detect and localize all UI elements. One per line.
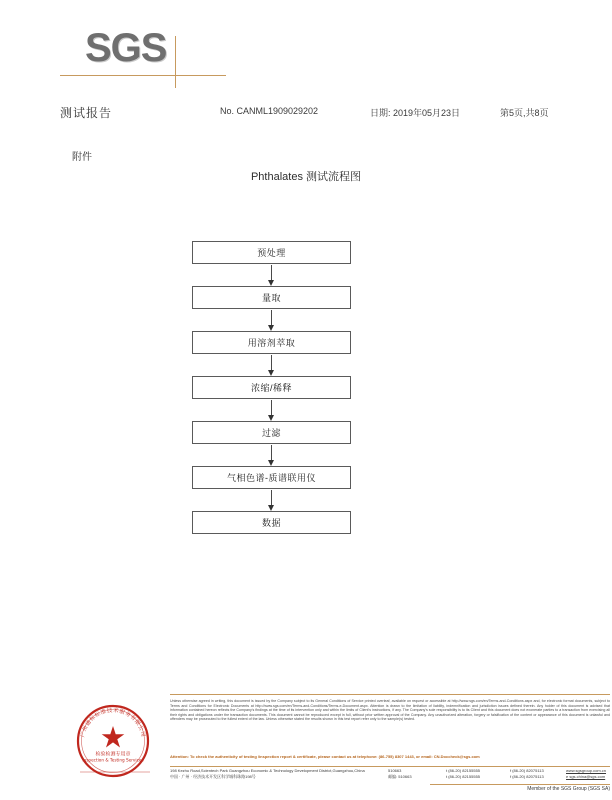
flowchart-step — [192, 241, 353, 286]
address-divider — [170, 766, 610, 767]
flow-box-solvent-extraction: 用溶剂萃取 — [192, 331, 351, 354]
logo-vertical-rule — [175, 36, 176, 88]
address-cn: 中国 · 广州 · 经济技术开发区科学城科珠路198号 — [170, 774, 256, 780]
svg-text:广州通标标准技术服务有限公司: 广州通标标准技术服务有限公司 — [80, 707, 146, 738]
flow-box-pretreatment: 预处理 — [192, 241, 351, 264]
member-divider — [430, 784, 610, 785]
flow-box-gcms: 气相色谱-质谱联用仪 — [192, 466, 351, 489]
arrow-down-icon — [271, 400, 272, 416]
telephone: t (86-20) 82155555 — [446, 768, 481, 773]
arrow-down-icon — [271, 445, 272, 461]
svg-text:检验检测专用章: 检验检测专用章 — [95, 751, 131, 758]
svg-text:Inspection & Testing Services: Inspection & Testing Services — [82, 757, 144, 763]
sgs-logo — [60, 22, 290, 84]
flow-box-concentrate-dilute: 浓缩/稀释 — [192, 376, 351, 399]
flow-box-filtration: 过滤 — [192, 421, 351, 444]
footer-divider — [170, 694, 610, 695]
flowchart-step — [192, 421, 353, 466]
attention-notice: Attention: To check the authenticity of testing /inspection report & certificate, please contact us at telephone: (86-755) 8307 1443, or email: CN.Doccheck@sgs.com — [170, 754, 480, 759]
flowchart-step — [192, 286, 353, 331]
page-title: 测试报告 — [60, 106, 113, 120]
fax-cn: f (86-20) 82075113 — [510, 774, 544, 780]
flowchart-title: Phthalates 测试流程图 — [250, 171, 362, 183]
address-line-cn — [170, 774, 610, 780]
flow-box-measure: 量取 — [192, 286, 351, 309]
report-number: No. CANML1909029202 — [220, 106, 319, 116]
attachment-label: 附件 — [72, 152, 92, 163]
arrow-down-icon — [271, 265, 272, 281]
arrow-down-icon — [271, 490, 272, 506]
flow-box-data: 数据 — [192, 511, 351, 534]
logo-horizontal-rule — [60, 75, 226, 76]
legal-terms-text: Unless otherwise agreed in writing, this document is issued by the Company subject to its General Conditions of Service printed overleaf, available on request or accessible at http://www.sgs.com/en/Terms-and-Conditions.aspx and, for electronic format documents, subject to Terms and Conditions for Electronic Documents at http://www.sgs.com/en/Terms-and-Conditions/Terms-e-Document.aspx. Attention is drawn to the limitation of liability, indemnification and jurisdiction issues defined therein. Any holder of this document is advised that information contained hereon reflects the Company's findings at the time of its intervention only and within the limits of Client's instructions, if any. The Company's sole responsibility is to its Client and this document does not exonerate parties to a transaction from exercising all their rights and obligations under the transaction documents. This document cannot be reproduced except in full, without prior written approval of the Company. Any unauthorized alteration, forgery or falsification of the content or appearance of this document is unlawful and offenders may be prosecuted to the fullest extent of the law. Unless otherwise stated the results shown in this test report refer only to the sample(s) tested. — [170, 699, 610, 722]
email-link[interactable]: e sgs.china@sgs.com — [566, 774, 606, 780]
company-seal-stamp — [70, 700, 156, 786]
website-link[interactable]: www.sgsgroup.com.cn — [566, 768, 607, 773]
flowchart-step — [192, 466, 353, 511]
flowchart-step — [192, 376, 353, 421]
page-number: 第5页,共8页 — [500, 108, 549, 118]
company-address-block — [170, 768, 610, 780]
document-header — [60, 104, 555, 122]
flowchart-step — [192, 511, 353, 536]
address-en: 198 Kezhu Road,Scientech Park Guangzhou Economic & Technology Development District,Guangzhou,China — [170, 768, 365, 773]
flowchart-step — [192, 331, 353, 376]
member-of-sgs-group: Member of the SGS Group (SGS SA) — [527, 786, 610, 792]
phthalates-test-flowchart — [192, 241, 353, 536]
zip-cn: 邮编: 510663 — [388, 774, 412, 780]
telephone-cn: t (86-20) 82155555 — [446, 774, 481, 780]
report-date: 日期: 2019年05月23日 — [370, 108, 461, 118]
logo-text: SGS — [85, 26, 167, 70]
fax: f (86-20) 82075113 — [510, 768, 544, 773]
arrow-down-icon — [271, 355, 272, 371]
arrow-down-icon — [271, 310, 272, 326]
zip-en: 510663 — [388, 768, 402, 773]
